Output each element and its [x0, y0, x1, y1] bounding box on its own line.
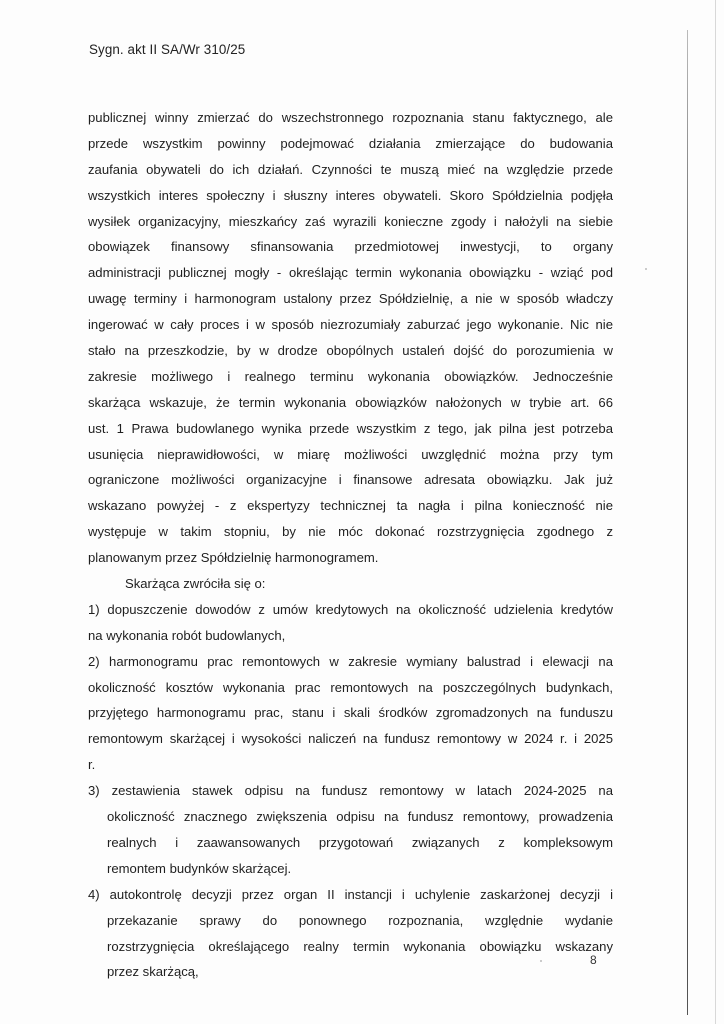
page-number: 8: [590, 953, 597, 967]
text-line: ust. 1 Prawa budowlanego wynika przede wszystkim z tego, jak pilna jest potrzeba: [88, 420, 613, 436]
scan-edge-line: [687, 30, 688, 1015]
text-line: realnych i zaawansowanych przygotowań związanych z kompleksowym: [107, 834, 613, 850]
text-line: Skarżąca zwróciła się o:: [125, 576, 266, 592]
text-line: rozstrzygnięcia określającego realny termin wykonania obowiązku wskazany: [107, 938, 613, 954]
case-reference: Sygn. akt II SA/Wr 310/25: [89, 42, 246, 57]
text-line: remontowym skarżącej i wysokości naliczeń na fundusz remontowy w 2024 r. i 2025: [88, 731, 613, 747]
text-line: okoliczność znacznego zwiększenia odpisu na fundusz remontowy, prowadzenia: [107, 809, 613, 825]
text-line: na wykonania robót budowlanych,: [88, 627, 286, 643]
text-line: przede wszystkim powinny podejmować działania zmierzające do budowania: [88, 135, 613, 151]
text-line: 4) autokontrolę decyzji przez organ II instancji i uchylenie zaskarżonej decyzji i: [88, 886, 613, 902]
text-line: uwagę terminy i harmonogram ustalony przez Spółdzielnię, a nie w sposób władczy: [88, 291, 613, 307]
text-line: wszystkich interes społeczny i słuszny interes obywateli. Skoro Spółdzielnia podjęła: [88, 187, 613, 203]
text-line: stało na przeszkodzie, by w drodze obopólnych ustaleń dojść do porozumienia w: [88, 343, 613, 359]
text-line: remontem budynków skarżącej.: [107, 860, 292, 876]
text-line: r.: [88, 757, 96, 773]
text-line: przyjętego harmonogramu prac, stanu i skali środków zgromadzonych na funduszu: [88, 705, 613, 721]
text-line: 1) dopuszczenie dowodów z umów kredytowych na okoliczność udzielenia kredytów: [88, 601, 613, 617]
text-line: przez skarżącą,: [107, 964, 199, 980]
text-line: zakresie możliwego i realnego terminu wykonania obowiązków. Jednocześnie: [88, 368, 613, 384]
text-line: ograniczone możliwości organizacyjne i finansowe adresata obowiązku. Jak już: [88, 472, 613, 488]
text-line: wskazano powyżej - z ekspertyzy technicznej ta nagła i pilna konieczność nie: [88, 498, 613, 514]
text-line: usunięcia nieprawidłowości, w miarę możliwości uwzględnić można przy tym: [88, 446, 613, 462]
text-line: ingerować w cały proces i w sposób niezrozumiały zaburzać jego wykonanie. Nic nie: [88, 317, 613, 333]
document-body: [88, 105, 613, 985]
scan-speck: [645, 268, 647, 270]
text-line: wysiłek organizacyjny, mieszkańcy zaś wyrazili konieczne zgody i nałożyli na siebie: [88, 213, 613, 229]
text-line: zaufania obywateli do ich działań. Czynności te muszą mieć na względzie przede: [88, 161, 613, 177]
text-line: przekazanie sprawy do ponownego rozpoznania, względnie wydanie: [107, 912, 613, 928]
text-line: publicznej winny zmierzać do wszechstronnego rozpoznania stanu faktycznego, ale: [88, 110, 613, 125]
text-line: 3) zestawienia stawek odpisu na fundusz remontowy w latach 2024-2025 na: [88, 783, 613, 799]
scan-speck: [540, 960, 542, 962]
text-line: okoliczność kosztów wykonania prac remontowych na poszczególnych budynkach,: [88, 679, 613, 695]
text-line: 2) harmonogramu prac remontowych w zakresie wymiany balustrad i elewacji na: [88, 653, 613, 669]
text-line: obowiązek finansowy sfinansowania przedmiotowej inwestycji, to organy: [88, 239, 613, 255]
text-line: planowanym przez Spółdzielnię harmonogramem.: [88, 550, 379, 566]
text-line: skarżąca wskazuje, że termin wykonania obowiązków nałożonych w trybie art. 66: [88, 394, 613, 410]
text-line: administracji publicznej mogły - określając termin wykonania obowiązku - wziąć pod: [88, 265, 613, 281]
scan-border-line: [715, 0, 716, 1024]
text-line: występuje w takim stopniu, by nie móc dokonać rozstrzygnięcia zgodnego z: [88, 524, 613, 540]
